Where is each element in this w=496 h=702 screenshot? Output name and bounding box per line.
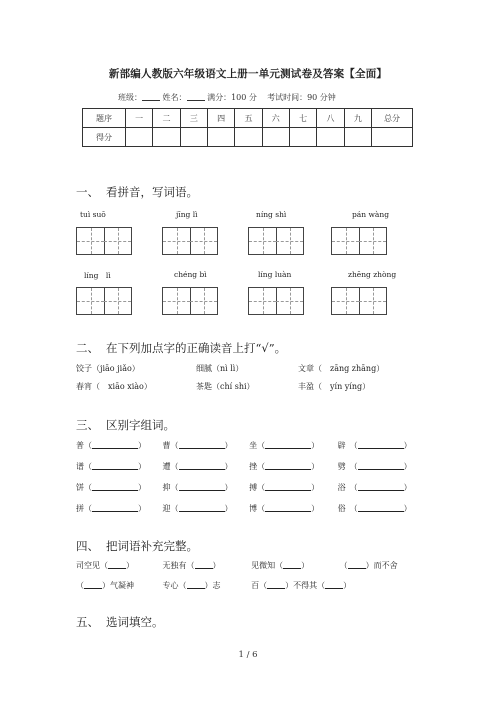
answer-blank[interactable] [92, 503, 138, 512]
idiom-text: ）不得其（ [285, 581, 326, 590]
idiom-text: ） [212, 561, 221, 570]
name-blank [187, 92, 205, 101]
answer-blank[interactable] [358, 503, 404, 512]
answer-blank[interactable] [265, 503, 311, 512]
idiom-text: 见微知（ [251, 561, 284, 570]
score-table-score-row [83, 128, 413, 147]
score-row-label: 得分 [83, 128, 126, 147]
pinyin-label: zhēng zhòng [348, 270, 397, 279]
section-number: 三、 [76, 418, 99, 432]
page-number: 1 / 6 [238, 650, 258, 660]
idiom-text: ） [301, 561, 310, 570]
exam-info [118, 92, 336, 103]
score-cell[interactable] [180, 128, 207, 147]
answer-blank[interactable] [358, 482, 404, 491]
char-label: 俗 （ [337, 504, 358, 513]
char-label: 曹（ [162, 441, 179, 450]
paren-close: ） [224, 504, 233, 513]
answer-blank[interactable] [92, 482, 138, 491]
section-title: 区别字组词。 [106, 418, 175, 432]
writing-box[interactable] [76, 227, 132, 255]
writing-box[interactable] [331, 227, 387, 255]
answer-blank[interactable] [283, 560, 301, 569]
score-cell[interactable] [126, 128, 153, 147]
score-cell[interactable] [235, 128, 262, 147]
score-cell[interactable] [344, 128, 371, 147]
paren-close: ） [224, 462, 233, 471]
char-label: 普（ [76, 441, 92, 450]
pinyin-label: chéng bì [174, 270, 207, 279]
score-cell[interactable] [289, 128, 316, 147]
section-1-heading [76, 184, 198, 200]
page-title: 新部编人教版六年级语文上册一单元测试卷及答案【全面】 [108, 68, 388, 80]
answer-blank[interactable] [348, 560, 366, 569]
idiom-text: ） [126, 561, 134, 570]
section-title: 看拼音，写词语。 [106, 185, 198, 199]
paren-close: ） [311, 441, 320, 450]
class-blank [142, 92, 160, 101]
paren-close: ） [311, 483, 320, 492]
section-3-heading [76, 417, 175, 433]
score-header-cell: 总分 [372, 109, 413, 128]
score-header-cell: 三 [180, 109, 207, 128]
score-header-cell: 七 [289, 109, 316, 128]
writing-box[interactable] [162, 287, 218, 315]
idiom-row [76, 580, 351, 591]
time-label: 考试时间：90 分钟 [267, 93, 336, 102]
char-label: 谱（ [76, 462, 92, 471]
score-header-cell: 八 [317, 109, 344, 128]
answer-blank[interactable] [265, 440, 311, 449]
section-title: 在下列加点字的正确读音上打“√”。 [106, 341, 287, 355]
answer-blank[interactable] [179, 461, 225, 470]
score-cell[interactable] [262, 128, 289, 147]
score-label: 满分：100 分 [207, 93, 257, 102]
word-row [76, 461, 424, 472]
score-header-cell: 六 [262, 109, 289, 128]
score-cell[interactable] [372, 128, 413, 147]
paren-close: ） [311, 462, 320, 471]
paren-close: ） [138, 483, 146, 492]
idiom-text: 专心（ [162, 581, 187, 590]
answer-blank[interactable] [108, 560, 126, 569]
char-label: 搏（ [249, 483, 266, 492]
score-header-cell: 九 [344, 109, 371, 128]
char-label: 浴 （ [337, 483, 358, 492]
char-label: 迎（ [162, 504, 179, 513]
score-header-cell: 四 [207, 109, 234, 128]
answer-blank[interactable] [358, 461, 404, 470]
char-label: 劈 （ [337, 462, 358, 471]
char-label: 博（ [249, 504, 266, 513]
score-cell[interactable] [153, 128, 180, 147]
word-row [76, 440, 424, 451]
writing-box[interactable] [76, 287, 132, 315]
answer-blank[interactable] [179, 440, 225, 449]
pinyin-label: líng lì [84, 271, 111, 280]
name-label: 姓名： [162, 93, 187, 102]
paren-close: ） [138, 441, 146, 450]
writing-box[interactable] [331, 287, 387, 315]
score-header-cell: 一 [126, 109, 153, 128]
score-table-header-row [83, 109, 413, 128]
writing-box[interactable] [162, 227, 218, 255]
reading-item: 细腻（nì lì） [196, 364, 244, 373]
idiom-text: （ [76, 581, 84, 590]
idiom-text: ）而不舍 [365, 561, 398, 570]
answer-blank[interactable] [179, 482, 225, 491]
score-header-cell: 五 [235, 109, 262, 128]
section-2-heading [76, 340, 286, 356]
word-row [76, 482, 424, 493]
section-title: 把词语补充完整。 [106, 539, 198, 553]
section-number: 一、 [76, 185, 99, 199]
section-4-heading [76, 538, 198, 554]
idiom-text: 百（ [251, 581, 268, 590]
answer-blank[interactable] [179, 503, 225, 512]
section-number: 四、 [76, 539, 99, 553]
paren-close: ） [403, 462, 412, 471]
answer-blank[interactable] [84, 580, 102, 589]
answer-blank[interactable] [92, 440, 138, 449]
answer-blank[interactable] [265, 482, 311, 491]
word-row [76, 503, 424, 514]
pinyin-label: tuì suō [80, 210, 106, 219]
idiom-text: 司空见（ [76, 561, 108, 570]
class-label: 班级： [118, 93, 142, 102]
section-title: 选词填空。 [106, 615, 164, 629]
idiom-text: ） [343, 581, 352, 590]
writing-box[interactable] [248, 227, 304, 255]
char-label: 饼（ [76, 483, 92, 492]
idiom-text: ）志 [204, 581, 221, 590]
paren-close: ） [403, 441, 412, 450]
score-cell[interactable] [317, 128, 344, 147]
section-5-heading [76, 614, 164, 630]
answer-blank[interactable] [92, 461, 138, 470]
answer-blank[interactable] [195, 560, 213, 569]
score-cell[interactable] [207, 128, 234, 147]
reading-item: 春宵（ xiāo xiào） [76, 382, 152, 391]
idiom-text: （ [339, 561, 348, 570]
char-label: 挫（ [249, 462, 266, 471]
writing-box[interactable] [248, 287, 304, 315]
reading-item: 茶匙（chí shi） [196, 382, 255, 391]
paren-close: ） [138, 462, 146, 471]
reading-item: 文章（ zāng zhāng） [298, 364, 385, 373]
idiom-text: 无独有（ [162, 561, 195, 570]
pinyin-label: jīng lì [176, 210, 198, 219]
char-label: 坐（ [249, 441, 266, 450]
reading-item: 饺子（jiāo jiǎo） [76, 364, 140, 373]
char-label: 抑（ [162, 483, 179, 492]
idiom-row [76, 560, 398, 571]
paren-close: ） [403, 483, 412, 492]
answer-blank[interactable] [358, 440, 404, 449]
answer-blank[interactable] [325, 580, 343, 589]
pinyin-label: líng luàn [258, 270, 292, 279]
paren-close: ） [224, 441, 233, 450]
section-number: 二、 [76, 341, 99, 355]
char-label: 遭（ [162, 462, 179, 471]
section-number: 五、 [76, 615, 99, 629]
paren-close: ） [224, 483, 233, 492]
paren-close: ） [138, 504, 146, 513]
reading-item: 丰盈（ yín yíng） [298, 382, 371, 391]
score-table [82, 108, 413, 147]
score-header-cell: 二 [153, 109, 180, 128]
score-header-cell: 题序 [83, 109, 126, 128]
pinyin-label: pán wàng [352, 210, 390, 219]
answer-blank[interactable] [267, 580, 285, 589]
answer-blank[interactable] [265, 461, 311, 470]
answer-blank[interactable] [187, 580, 205, 589]
paren-close: ） [403, 504, 412, 513]
paren-close: ） [311, 504, 320, 513]
idiom-text: ）气凝神 [102, 581, 134, 590]
char-label: 辟 （ [337, 441, 358, 450]
char-label: 拼（ [76, 504, 92, 513]
pinyin-label: níng shì [256, 210, 287, 219]
